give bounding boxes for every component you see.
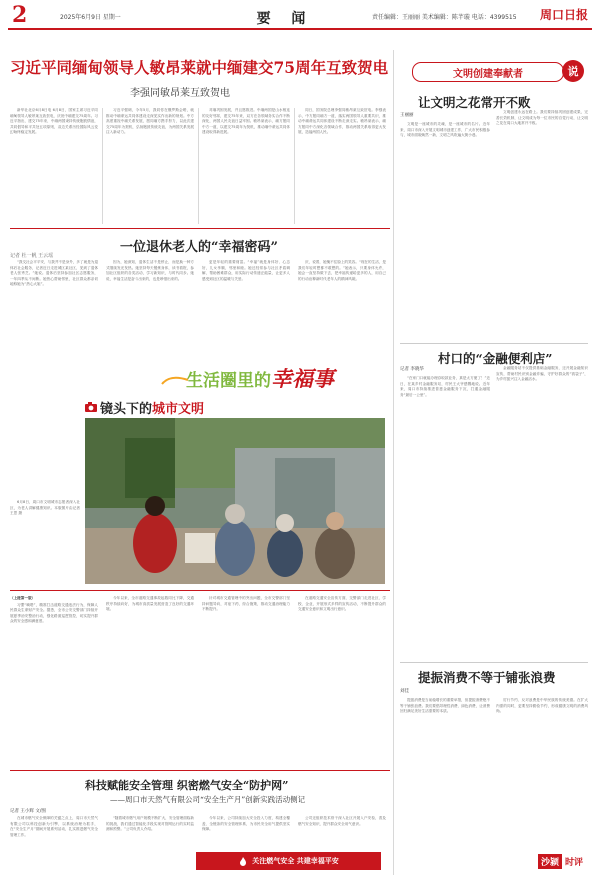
story-separator xyxy=(10,770,390,771)
commentary-2-author: 记者 李晓华 xyxy=(400,367,424,372)
photo-section-prefix: 镜头下的 xyxy=(100,402,153,417)
photo-section-highlight: 城市文明 xyxy=(152,402,205,417)
column-divider xyxy=(198,108,199,224)
tech-column-3: 今年以来，公司持续加大安全投入力度，构建全覆盖、全链条的安全管理体系，为市民安全用气提供坚实保障。 xyxy=(202,816,290,832)
lead-subhead: 李强同敏昂莱互致贺电 xyxy=(130,88,230,99)
masthead-rule xyxy=(8,28,592,30)
commentary-2-column-2: 金融服务站不仅提供基础金融服务，还开展金融知识宣传，帮助村民识别金融诈骗，守护好群众的“钱袋子”，为乡村振兴注入金融活水。 xyxy=(496,366,588,382)
tech-column-2: “随着城市燃气用户规模不断扩大，安全管理面临新的挑战，我们通过智能化手段实现对管网运行的实时监测和预警。”公司负责人介绍。 xyxy=(106,816,194,832)
say-badge: 说 xyxy=(562,60,584,82)
commentary-1-title: 让文明之花常开不败 xyxy=(418,95,531,110)
banner-decoration-icon xyxy=(160,372,190,388)
issue-date: 2025年6月9日 星期一 xyxy=(60,14,121,21)
civility-banner xyxy=(398,60,588,82)
camera-icon xyxy=(84,400,98,414)
story-separator xyxy=(400,662,588,663)
story-separator xyxy=(400,343,588,344)
tech-column-4: 公司还组织技术骨干深入社区开展入户安检，普及燃气安全知识，提升群众安全用气意识。 xyxy=(298,816,386,826)
tech-story-byline: 记者 王小辉 文/图 xyxy=(10,809,46,814)
section-title: 要 闻 xyxy=(256,11,314,27)
tech-column-1: 在城市燃气安全保障的关键之点上，周口市天然气有限公司以科技创新为引擎，以系统治理为抓手，在“安全生产月”期间开展系列活动，扎实推进燃气安全管理工作。 xyxy=(10,816,98,837)
commentary-1-column-1: 文明是一座城市的灵魂，是一座城市的名片。近年来，周口市深入开展文明城市创建工作，广大市民积极参与，城市面貌焕然一新，文明之风吹遍大街小巷。 xyxy=(400,122,490,138)
lead-headline: 习近平同缅甸领导人敏昂莱就中缅建交75周年互致贺电 xyxy=(10,58,389,77)
story2-column-2: 因为，她深知，退休生活不是停止，而是换一种方式继续发光发热。她坚持每天锻炼身体，读书看报，参加社区组织的各类活动，学习新知识，与时代同步。她说，幸福生活是奋斗出来的，也是珍惜出来的。 xyxy=(106,260,194,281)
column-logo-a: 沙颍 xyxy=(538,854,562,869)
page-divider xyxy=(393,50,394,875)
story2-title: 一位退休老人的“幸福密码” xyxy=(120,240,278,255)
commentary-3-column-1: 提振消费是当前稳增长的重要举措，但提振消费绝不等于铺张浪费。我们要倡导理性消费、绿色消费，让消费回归满足美好生活需要的本质。 xyxy=(400,698,490,714)
story-separator xyxy=(10,590,390,591)
photo-section-title xyxy=(100,398,204,417)
paper-logo: 周口日报 xyxy=(539,8,588,22)
commentary-2-title: 村口的“金融便利店” xyxy=(438,351,553,366)
tech-story-title: 科技赋能安全管理 织密燃气安全“防护网” xyxy=(85,779,289,792)
column-divider xyxy=(102,108,103,224)
page-number: 2 xyxy=(12,2,28,28)
tech-story-subtitle: ——周口市天然气有限公司“安全生产月”创新实践活动侧记 xyxy=(110,795,306,804)
commentary-3-author: 刘佳 xyxy=(400,689,409,694)
flame-icon xyxy=(238,856,248,866)
ad-text: 关注燃气安全 共建幸福平安 xyxy=(252,857,339,865)
gas-safety-ad xyxy=(196,852,381,870)
continued-column-3: 针对城市交通管理中的突出问题，全市交警部门坚持问题导向，对症下药，综合施策，推动交通治理能力不断提升。 xyxy=(202,596,290,612)
banner-red-text: 幸福事 xyxy=(271,366,334,391)
photo-caption: 6月8日，周口市文明城市志愿者深入社区，为老人讲解健康知识。本版图片由记者 王思 摄 xyxy=(10,500,80,516)
story-separator xyxy=(10,228,390,229)
continued-column-1: （上接第一版） 习惯“嘀嗒”，精准打击道路交通违法行为，保障人民群众生命财产安全。据悉，全市公安交警部门持续开展夏季治安整治行动，强化路面巡逻管控，切实提升群众的安全感和满意度。 xyxy=(10,596,98,624)
commentary-3-column-2: 厉行节约、反对浪费是中华民族的传统美德。在扩大内需的同时，更要坚持勤俭节约，形成健康文明的消费风尚。 xyxy=(496,698,588,714)
commentary-1-author: 王丽丽 xyxy=(400,113,414,118)
story2-column-4: 庆，说着，她掩不住脸上的笑容。“现在的生活，是我们年轻时想都不敢想的。”她表示，只要身体允许，她会一直坚持做下去，把幸福传递给更多的人，用自己的行动诠释新时代老年人的精神风貌。 xyxy=(298,260,386,281)
lead-column-2: 习近平强调，今年5月，我同你在俄罗斯会晤，就推动中缅命运共同体建设走深见实作出新的规划。中方高度重视中缅关系发展，愿同缅方携手努力，以此次建交75周年为契机，弘扬胞波传统友谊，为两国关系发展注入新动力。 xyxy=(106,108,194,135)
community-photo xyxy=(85,418,385,584)
banner-green-text: 生活圈里的 xyxy=(186,371,271,391)
lead-column-1: 新华社北京6月8日电 6月8日，国家主席习近平同缅甸领导人敏昂莱互致贺电，庆祝中缅建交75周年。习近平指出，建交75年来，中缅两国秉持传统胞波情谊，共同倡导和平共处五项原则，双边关系历经国际风云变幻始终稳定发展。 xyxy=(10,108,98,135)
commentary-1-column-2: 文明创建永远在路上。我们要持续巩固创建成果，完善长效机制，让文明成为每一位市民的自觉行动，让文明之花在周口大地常开不败。 xyxy=(496,110,588,126)
lead-column-4: 同日，国务院总理李强同敏昂莱互致贺电。李强表示，中方愿同缅方一道，落实两国领导人重要共识，推动中缅命运共同体建设不断走深走实。敏昂莱表示，缅方愿同中方深化各领域合作，推动两国关系取得更大发展，造福两国人民。 xyxy=(298,108,386,135)
column-logo-b: 时评 xyxy=(565,857,584,868)
lead-column-3: 对缅巩固发展，并且愿推进。中缅两国是山水相连的友好邻邦，建交75年来，双方在各领域务实合作不断深化，两国人民友谊日益牢固。敏昂莱表示，缅方愿同中方一道，以建交75周年为契机，推动缅中命运共同体建设取得新进展。 xyxy=(202,108,290,135)
civility-banner-text: 文明创建奉献者 xyxy=(412,62,564,82)
happiness-banner xyxy=(186,363,334,393)
commentary-2-column-1: “在家门口就能办理存取款业务，真是太方便了！”近日，在某乡村金融服务站，村民王大爷感慨地说。近年来，周口市持续推进普惠金融服务下沉，打通金融服务“最后一公里”。 xyxy=(400,376,490,397)
column-divider xyxy=(294,108,295,224)
continued-column-4: 在道路交通安全宣传方面，交警部门走进社区、学校、企业，开展形式多样的宣传活动，不断提升群众的交通安全意识和文明出行意识。 xyxy=(298,596,386,612)
column-logo xyxy=(538,852,590,870)
story2-column-3: 更是年轻的重要财富。“幸福”就是身体好、心态好，儿女孝顺，邻里和睦。她还经常参与社区矛盾调解，帮助困难群众，用实际行动传递正能量，让更多人感受到社区的温暖与关爱。 xyxy=(202,260,290,281)
story2-column-1: “我交社会平平安，与我并不是身外，多了就是为退休后社会服务，记者近日走进城区某社区，见到了退休老人张秀芝。”她说。退休后坚持参加社区志愿服务，一年四季从不间断。她热心帮助邻里，社区群众都亲切地称她为“热心大姐”。 xyxy=(10,260,98,287)
continued-column-2: 今年以来，全市道路交通事故起数同比下降，交通秩序持续向好，为城市高质量发展营造了良好的交通环境。 xyxy=(106,596,194,612)
story2-byline: 记者 杜一帆 王云瑶 xyxy=(10,253,54,259)
editor-info: 责任编辑：王丽丽 美术编辑：陈芊璇 电话：4399515 xyxy=(372,14,517,21)
commentary-3-title: 提振消费不等于铺张浪费 xyxy=(418,670,556,685)
